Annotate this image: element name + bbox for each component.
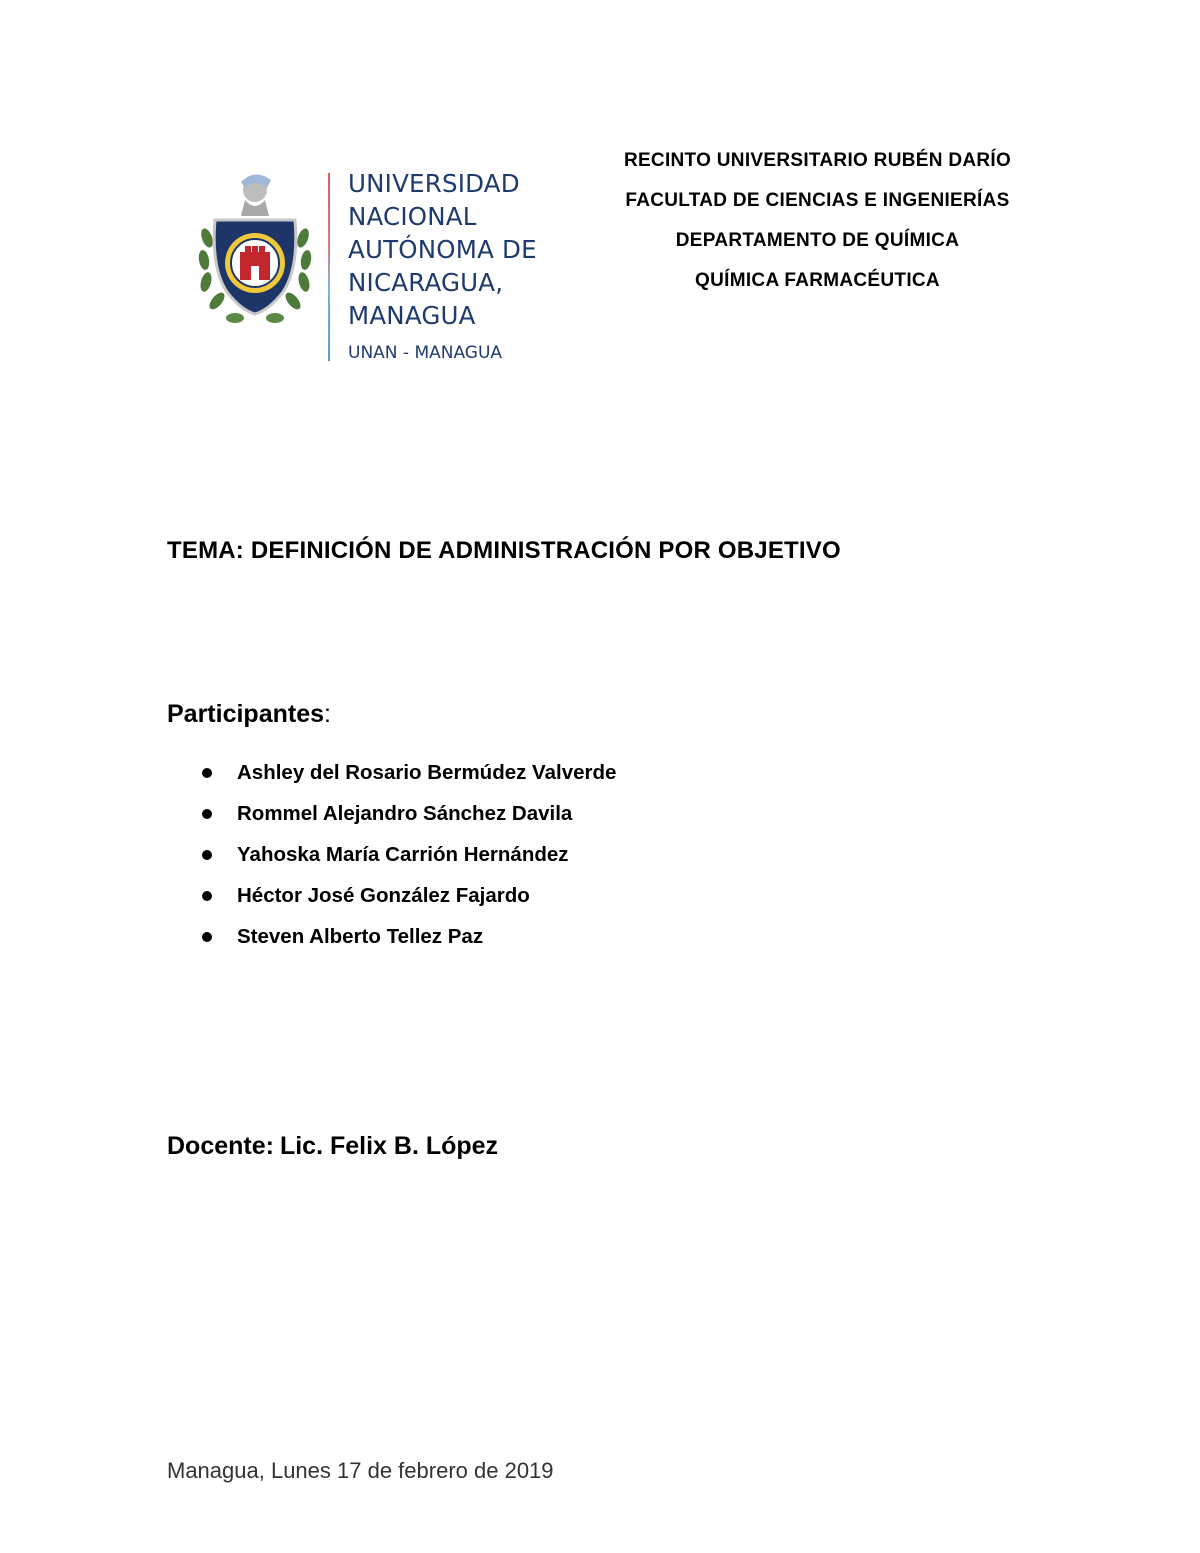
participant-name: Yahoska María Carrión Hernández bbox=[237, 843, 569, 866]
university-name-line: MANAGUA bbox=[348, 301, 476, 330]
bullet-icon bbox=[202, 932, 212, 942]
university-name-line: UNIVERSIDAD bbox=[348, 169, 520, 198]
university-name bbox=[348, 167, 537, 364]
bullet-icon bbox=[202, 891, 212, 901]
place-and-date: Managua, Lunes 17 de febrero de 2019 bbox=[167, 1458, 554, 1483]
participant-name: Héctor José González Fajardo bbox=[237, 884, 530, 907]
program-name: QUÍMICA FARMACÉUTICA bbox=[695, 270, 940, 291]
faculty-name: FACULTAD DE CIENCIAS E INGENIERÍAS bbox=[625, 190, 1010, 211]
logo-divider bbox=[328, 173, 330, 361]
university-name-line: NICARAGUA, bbox=[348, 268, 504, 297]
participant-list bbox=[200, 759, 616, 964]
participants-heading bbox=[167, 700, 331, 729]
teacher-line bbox=[167, 1132, 498, 1161]
bullet-icon bbox=[202, 809, 212, 819]
teacher-name: Lic. Felix B. López bbox=[279, 1132, 499, 1160]
participant-name: Ashley del Rosario Bermúdez Valverde bbox=[237, 761, 617, 784]
institution-header bbox=[590, 141, 1045, 301]
participant-name: Steven Alberto Tellez Paz bbox=[237, 925, 484, 948]
bullet-icon bbox=[202, 768, 212, 778]
list-item bbox=[200, 800, 616, 841]
university-name-line: NACIONAL bbox=[348, 202, 477, 231]
university-crest-icon bbox=[195, 168, 315, 333]
campus-name: RECINTO UNIVERSITARIO RUBÉN DARÍO bbox=[623, 150, 1012, 171]
list-item bbox=[200, 841, 616, 882]
participants-colon: : bbox=[324, 700, 331, 728]
list-item bbox=[200, 923, 616, 964]
department-name: DEPARTAMENTO DE QUÍMICA bbox=[675, 230, 960, 251]
university-logo bbox=[195, 165, 565, 370]
bullet-icon bbox=[202, 850, 212, 860]
document-topic: TEMA: DEFINICIÓN DE ADMINISTRACIÓN POR OBJETIVO bbox=[167, 537, 841, 564]
teacher-label: Docente: bbox=[167, 1132, 274, 1160]
participant-name: Rommel Alejandro Sánchez Davila bbox=[237, 802, 573, 825]
university-abbreviation: UNAN - MANAGUA bbox=[348, 343, 503, 363]
university-name-line: AUTÓNOMA DE bbox=[348, 235, 537, 264]
participants-label: Participantes bbox=[167, 700, 325, 728]
list-item bbox=[200, 759, 616, 800]
list-item bbox=[200, 882, 616, 923]
